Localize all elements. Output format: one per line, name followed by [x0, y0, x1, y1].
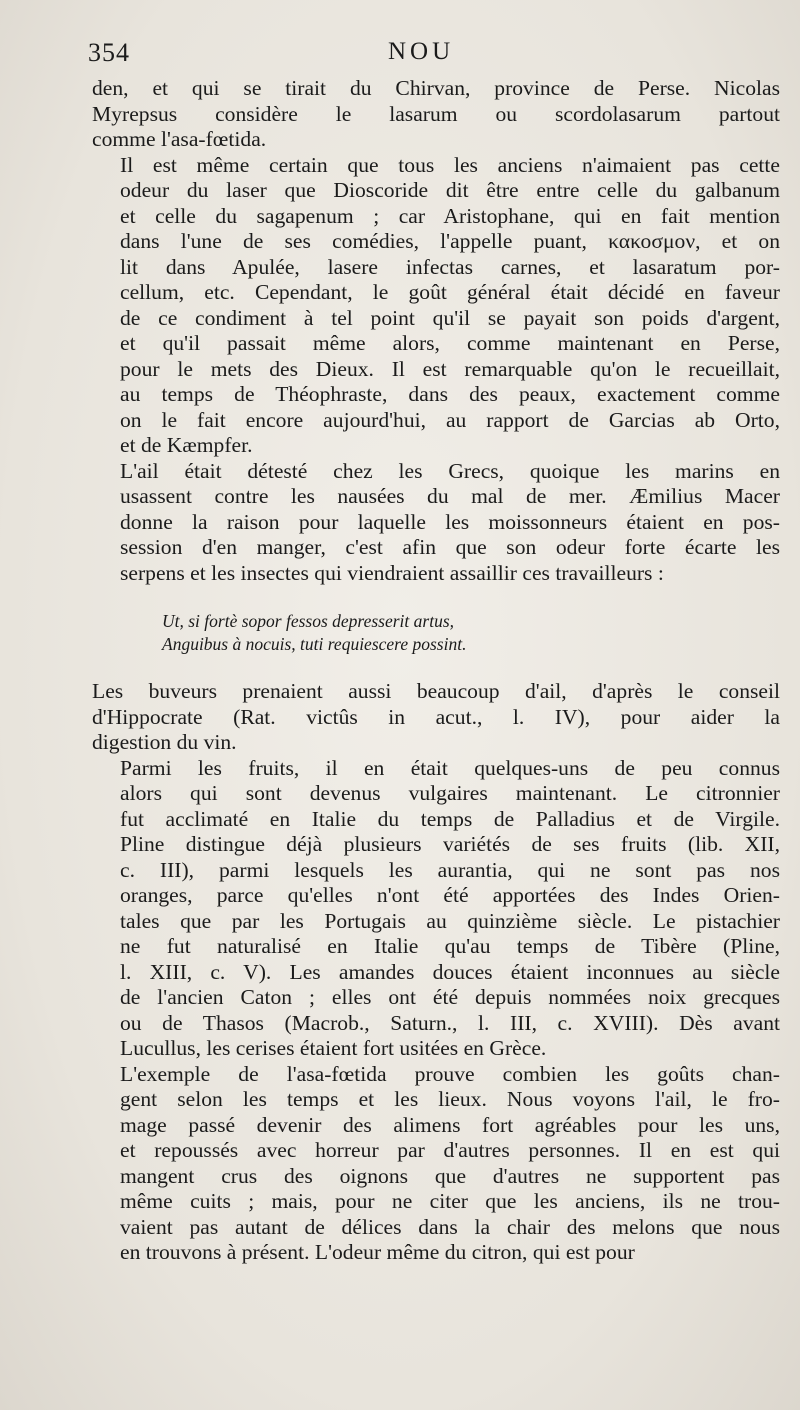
paragraph — [92, 756, 780, 1062]
paragraph — [92, 1062, 780, 1266]
text-line: session d'en manger, c'est afin que son odeur forte écarte les — [120, 535, 780, 559]
text-line: Pline distingue déjà plusieurs variétés de ses fruits (lib. XII, — [120, 832, 780, 856]
paragraph — [92, 153, 780, 459]
quote-line: Anguibus à nocuis, tuti requiescere possint. — [162, 634, 467, 654]
text-line: lit dans Apulée, lasere infectas carnes, et lasaratum por- — [120, 254, 780, 279]
text-line: de l'ancien Caton ; elles ont été depuis nommées noix grecques — [120, 985, 780, 1009]
text-line: donne la raison pour laquelle les moissonneurs étaient en pos- — [120, 509, 780, 534]
text-line: et celle du sagapenum ; car Aristophane, qui en fait mention — [120, 203, 780, 228]
text-line: et repoussés avec horreur par d'autres personnes. Il en est qui — [120, 1138, 780, 1162]
text-line: c. III), parmi lesquels les aurantia, qui ne sont pas nos — [120, 857, 780, 882]
text-line: odeur du laser que Dioscoride dit être entre celle du galbanum — [120, 178, 780, 202]
text-line: dans l'une de ses comédies, l'appelle puant, κακοσμον, et on — [120, 229, 780, 253]
text-line: alors qui sont devenus vulgaires maintenant. Le citronnier — [120, 781, 780, 805]
text-line: au temps de Théophraste, dans des peaux, exactement comme — [120, 382, 780, 406]
text-line: Il est même certain que tous les anciens n'aimaient pas cette — [120, 152, 780, 177]
text-line: d'Hippocrate (Rat. victûs in acut., l. IV), pour aider la — [92, 704, 780, 729]
paragraph — [92, 679, 780, 756]
page-number: 354 — [88, 38, 130, 67]
text-line: ou de Thasos (Macrob., Saturn., l. III, c. XVIII). Dès avant — [120, 1010, 780, 1035]
text-line: Parmi les fruits, il en était quelques-uns de peu connus — [120, 755, 780, 780]
paragraph — [92, 76, 780, 153]
quote-line: Ut, si fortè sopor fessos depresserit artus, — [162, 611, 455, 631]
text-line: même cuits ; mais, pour ne citer que les anciens, ils ne trou- — [120, 1189, 780, 1213]
text-line: comme l'asa-fœtida. — [92, 127, 267, 151]
text-line: mage passé devenir des alimens fort agréables pour les uns, — [120, 1112, 780, 1137]
text-line: tales que par les Portugais au quinzième siècle. Le pistachier — [120, 908, 780, 933]
text-line: L'ail était détesté chez les Grecs, quoique les marins en — [120, 458, 780, 483]
running-head — [88, 38, 772, 76]
text-line: cellum, etc. Cependant, le goût général était décidé en faveur — [120, 280, 780, 304]
text-line: Lucullus, les cerises étaient fort usitées en Grèce. — [120, 1036, 547, 1060]
running-title: NOU — [388, 38, 455, 65]
text-line: et de Kæmpfer. — [120, 433, 253, 457]
body-text — [92, 76, 780, 1266]
text-line: et qu'il passait même alors, comme maintenant en Perse, — [120, 331, 780, 355]
text-line: en trouvons à présent. L'odeur même du citron, qui est pour — [120, 1240, 635, 1264]
text-line: digestion du vin. — [92, 730, 237, 754]
text-line: Myrepsus considère le lasarum ou scordolasarum partout — [92, 101, 780, 126]
text-line: serpens et les insectes qui viendraient assaillir ces travailleurs : — [120, 560, 664, 585]
text-line: de ce condiment à tel point qu'il se payait son poids d'argent, — [120, 305, 780, 330]
text-line: gent selon les temps et les lieux. Nous voyons l'ail, le fro- — [120, 1087, 780, 1111]
text-line: oranges, parce qu'elles n'ont été apportées des Indes Orien- — [120, 883, 780, 907]
latin-quote — [162, 610, 780, 656]
text-line: ne fut naturalisé en Italie qu'au temps de Tibère (Pline, — [120, 934, 780, 958]
text-line: mangent crus des oignons que d'autres ne supportent pas — [120, 1163, 780, 1188]
text-line: l. XIII, c. V). Les amandes douces étaient inconnues au siècle — [120, 959, 780, 984]
text-line: Les buveurs prenaient aussi beaucoup d'ail, d'après le conseil — [92, 679, 780, 703]
text-line: fut acclimaté en Italie du temps de Palladius et de Virgile. — [120, 806, 780, 831]
text-line: on le fait encore aujourd'hui, au rapport de Garcias ab Orto, — [120, 407, 780, 432]
text-line: L'exemple de l'asa-fœtida prouve combien les goûts chan- — [120, 1061, 780, 1086]
text-line: usassent contre les nausées du mal de mer. Æmilius Macer — [120, 484, 780, 508]
text-line: pour le mets des Dieux. Il est remarquable qu'on le recueillait, — [120, 356, 780, 381]
text-line: vaient pas autant de délices dans la chair des melons que nous — [120, 1214, 780, 1239]
text-line: den, et qui se tirait du Chirvan, province de Perse. Nicolas — [92, 76, 780, 100]
paragraph — [92, 459, 780, 587]
